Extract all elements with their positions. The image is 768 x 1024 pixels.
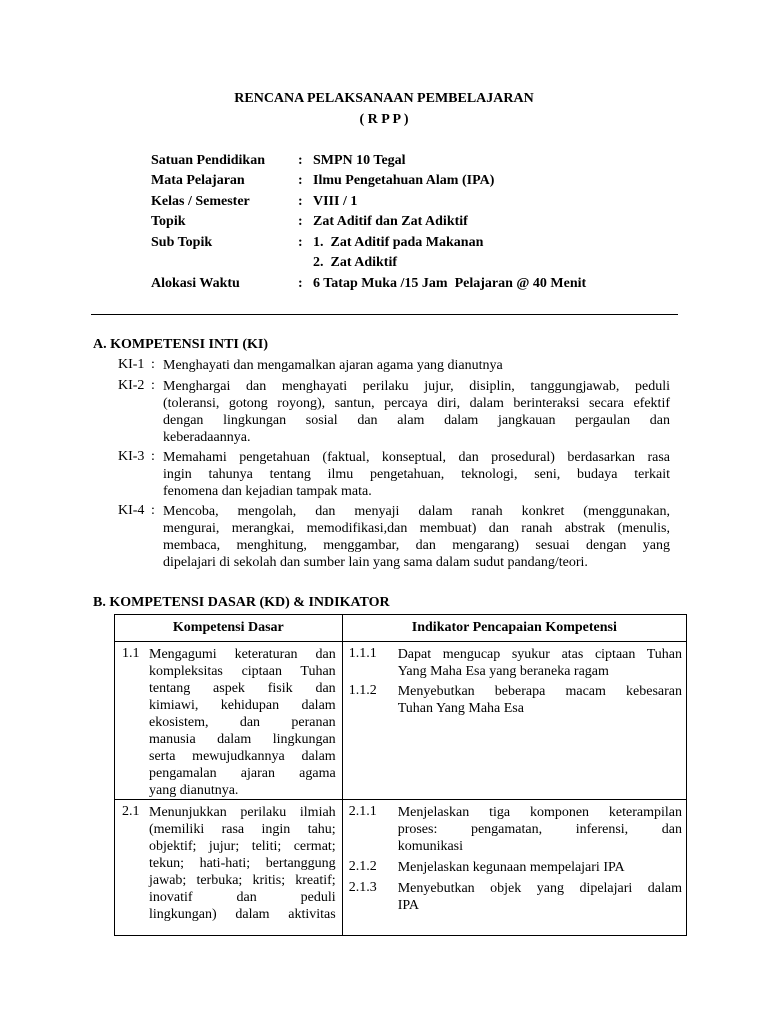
ki-line: Menghayati dan mengamalkan ajaran agama yang dianutnya [163, 358, 503, 373]
ki-text [163, 449, 670, 500]
ki-line: Mencoba, mengolah, dan menyaji dalam ranah konkret (menggunakan, [163, 504, 670, 519]
kd-line: yang dianutnya. [149, 783, 239, 798]
indicator-item [343, 876, 686, 914]
ki-line: fenomena dan kejadian tampak mata. [163, 484, 372, 499]
kd-number: 2.1 [122, 804, 140, 819]
identity-label: Sub Topik [151, 235, 213, 250]
identity-value: 2. Zat Adiktif [313, 255, 398, 270]
indicator-line: Menjelaskan tiga komponen keterampilan [397, 805, 682, 820]
indicator-code: 2.1.2 [348, 859, 377, 874]
identity-label: Topik [151, 214, 186, 229]
document-subtitle: ( R P P ) [359, 112, 409, 127]
indicator-text [398, 683, 682, 717]
kd-line: kompleksitas ciptaan Tuhan [149, 664, 336, 679]
identity-colon: : [298, 214, 303, 229]
indicator-item [343, 680, 686, 717]
indicator-code: 2.1.1 [348, 804, 377, 819]
ki-line: (toleransi, gotong royong), santun, percaya diri, dalam berinteraksi secara efektif [163, 396, 670, 411]
section-a-heading: A. KOMPETENSI INTI (KI) [93, 337, 269, 352]
identity-value: 1. Zat Aditif pada Makanan [313, 235, 484, 250]
ki-colon: : [151, 503, 155, 518]
ki-line: keberadaannya. [163, 430, 251, 445]
kd-line: tentang aspek fisik dan [149, 681, 336, 696]
indicator-text [398, 646, 682, 680]
kd-line: ekosistem, dan peranan [149, 715, 336, 730]
kd-line: tekun; hati-hati; bertanggung [149, 856, 336, 871]
identity-value: 6 Tatap Muka /15 Jam Pelajaran @ 40 Menit [313, 276, 587, 291]
indicator-code: 1.1.1 [348, 646, 377, 661]
indicator-cell [342, 642, 686, 800]
column-header-kd: Kompetensi Dasar [115, 615, 343, 642]
identity-value: Ilmu Pengetahuan Alam (IPA) [313, 173, 495, 188]
table-header-row [115, 615, 687, 642]
kd-line: objektif; jujur; teliti; cermat; [149, 839, 336, 854]
identity-label: Alokasi Waktu [151, 276, 240, 291]
indicator-cell [342, 800, 686, 936]
kd-text [149, 804, 336, 923]
indicator-code: 2.1.3 [348, 880, 377, 895]
ki-text [163, 378, 670, 446]
identity-colon: : [298, 276, 303, 291]
ki-text [163, 503, 670, 571]
indicator-text [398, 859, 682, 876]
indicator-line: Tuhan Yang Maha Esa [397, 701, 524, 716]
ki-line: Menghargai dan menghayati perilaku jujur, disiplin, tanggungjawab, peduli [163, 379, 670, 394]
kd-text [149, 646, 336, 799]
identity-colon: : [298, 194, 303, 209]
kd-line: Menunjukkan perilaku ilmiah [149, 805, 336, 820]
identity-label: Satuan Pendidikan [151, 153, 265, 168]
indicator-line: Yang Maha Esa yang beraneka ragam [397, 664, 609, 679]
indicator-code: 1.1.2 [348, 683, 377, 698]
ki-code: KI-2 [118, 378, 145, 393]
ki-code: KI-3 [118, 449, 145, 464]
kd-line: inovatif dan peduli [149, 890, 336, 905]
indicator-line: IPA [397, 898, 419, 913]
kd-line: kimiawi, kehidupan dalam [149, 698, 336, 713]
ki-line: mengurai, merangkai, memodifikasi,dan membuat) dan ranah abstrak (menulis, [163, 521, 670, 536]
kd-number: 1.1 [122, 646, 140, 661]
identity-value: SMPN 10 Tegal [313, 153, 406, 168]
indicator-line: proses: pengamatan, inferensi, dan [397, 822, 682, 837]
section-b-heading: B. KOMPETENSI DASAR (KD) & INDIKATOR [93, 595, 390, 610]
ki-line: ingin tahunya tentang ilmu pengetahuan, teknologi, seni, budaya terkait [163, 467, 670, 482]
kd-line: (memiliki rasa ingin tahu; [149, 822, 336, 837]
indicator-line: Menjelaskan kegunaan mempelajari IPA [397, 860, 625, 875]
identity-value: Zat Aditif dan Zat Adiktif [313, 214, 468, 229]
indicator-item [343, 800, 686, 855]
kd-line: serta mewujudkannya dalam [149, 749, 336, 764]
kd-cell [115, 800, 343, 936]
indicator-text [398, 880, 682, 914]
indicator-line: komunikasi [397, 839, 464, 854]
header-divider [91, 314, 678, 315]
kd-indicator-table [114, 614, 687, 936]
ki-line: Memahami pengetahuan (faktual, konseptual, dan prosedural) berdasarkan rasa [163, 450, 670, 465]
identity-label: Mata Pelajaran [151, 173, 245, 188]
document-title: RENCANA PELAKSANAAN PEMBELAJARAN [234, 91, 534, 106]
kd-cell [115, 642, 343, 800]
ki-code: KI-4 [118, 503, 145, 518]
indicator-text [398, 804, 682, 855]
indicator-item [343, 642, 686, 680]
ki-colon: : [151, 378, 155, 393]
ki-colon: : [151, 449, 155, 464]
column-header-indicator: Indikator Pencapaian Kompetensi [342, 615, 686, 642]
kd-line: manusia dalam lingkungan [149, 732, 336, 747]
indicator-line: Menyebutkan objek yang dipelajari dalam [397, 881, 682, 896]
ki-line: dipelajari di sekolah dan sumber lain yang sama dalam sudut pandang/teori. [163, 555, 588, 570]
kd-line: lingkungan) dalam aktivitas [149, 907, 336, 922]
indicator-item [343, 855, 686, 876]
ki-line: membaca, menghitung, menggambar, dan mengarang) sesuai dengan yang [163, 538, 670, 553]
ki-line: dengan lingkungan sosial dan alam dalam jangkauan pergaulan dan [163, 413, 670, 428]
indicator-line: Dapat mengucap syukur atas ciptaan Tuhan [397, 647, 682, 662]
ki-text [163, 357, 670, 374]
indicator-line: Menyebutkan beberapa macam kebesaran [397, 684, 682, 699]
identity-value: VIII / 1 [313, 194, 358, 209]
ki-colon: : [151, 357, 155, 372]
table-row [115, 800, 687, 936]
identity-colon: : [298, 153, 303, 168]
table-row [115, 642, 687, 800]
kd-line: pengamalan ajaran agama [149, 766, 336, 781]
identity-colon: : [298, 173, 303, 188]
identity-label: Kelas / Semester [151, 194, 250, 209]
ki-code: KI-1 [118, 357, 145, 372]
kd-line: Mengagumi keteraturan dan [149, 647, 336, 662]
identity-colon: : [298, 235, 303, 250]
kd-line: jawab; terbuka; kritis; kreatif; [149, 873, 336, 888]
